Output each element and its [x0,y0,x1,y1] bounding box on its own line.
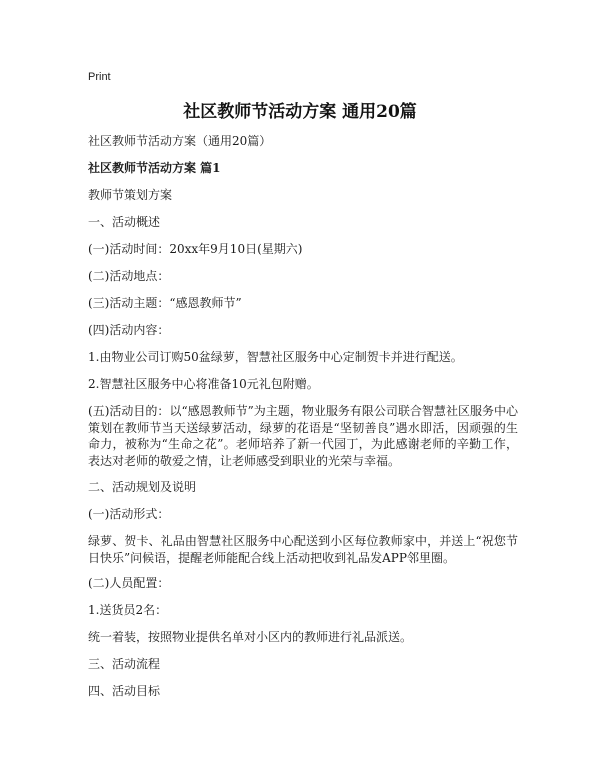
content-item-2: 2.智慧社区服务中心将准备10元礼包附赠。 [88,377,319,391]
staffing-description: 统一着装，按照物业提供名单对小区内的教师进行礼品派送。 [88,630,413,644]
plan-heading: 教师节策划方案 [88,188,173,202]
activity-format-paragraph: 绿萝、贺卡、礼品由智慧社区服务中心配送到小区每位教师家中，并送上“祝您节日快乐”问候语，提醒老师能配合线上活动把收到礼品发APP邻里圈。 [88,534,518,565]
activity-content-label: (四)活动内容： [88,323,170,337]
heading-planning: 二、活动规划及说明 [88,480,197,494]
heading-overview: 一、活动概述 [88,215,161,229]
heading-process: 三、活动流程 [88,657,161,671]
print-link[interactable]: Print [88,71,111,83]
heading-goals: 四、活动目标 [88,684,161,698]
activity-time: (一)活动时间：20xx年9月10日(星期六) [88,242,303,256]
section-heading: 社区教师节活动方案 篇1 [88,161,221,175]
staffing-item-1: 1.送货员2名： [88,603,168,617]
document-title: 社区教师节活动方案 通用20篇 [183,102,417,122]
activity-location: (二)活动地点： [88,269,170,283]
staffing-label: (二)人员配置： [88,576,170,590]
activity-format-label: (一)活动形式： [88,507,170,521]
content-item-1: 1.由物业公司订购50盆绿萝，智慧社区服务中心定制贺卡并进行配送。 [88,350,463,364]
activity-purpose-paragraph: (五)活动目的：以“感恩教师节”为主题，物业服务有限公司联合智慧社区服务中心策划在教师节当天送绿萝活动，绿萝的花语是“坚韧善良”遇水即活，因顽强的生命力，被称为“生命之花”。老师培养了新一代园丁，为此感谢老师的辛勤工作，表达对老师的敬爱之情，让老师感受到职业的光荣与幸福。 [88,404,518,468]
activity-theme: (三)活动主题：“感恩教师节” [88,296,242,310]
document-subtitle: 社区教师节活动方案（通用20篇） [88,134,272,148]
